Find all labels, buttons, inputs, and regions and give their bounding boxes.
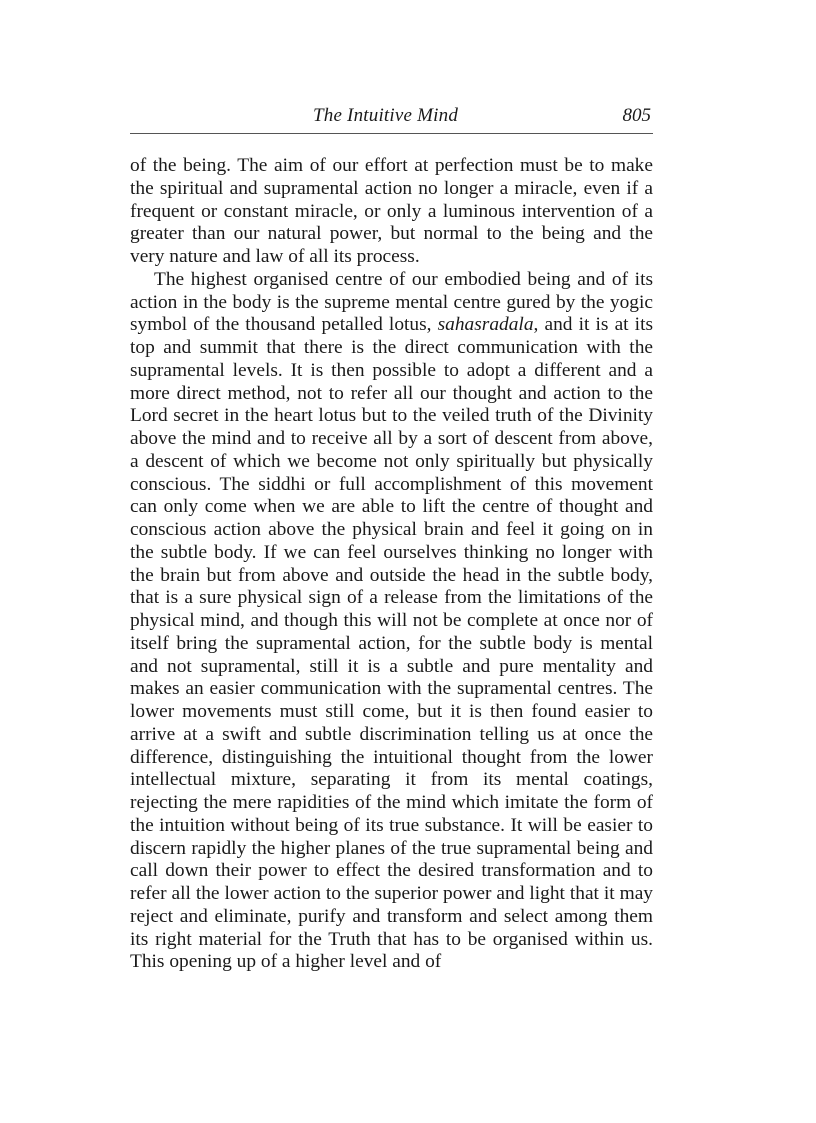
page-number: 805 [622,105,651,126]
sanskrit-term: sahasradala [437,314,534,336]
paragraph-2 [130,269,653,974]
paragraph-2-part-a: The highest organised centre of our embodied being and of its action in the body is the supreme mental centre gured by the yogic symbol of the thousand petalled lotus, [130,268,653,336]
body-text [130,155,653,974]
running-title: The Intuitive Mind [313,105,459,126]
paragraph-2-part-b: , and it is at its top and summit that there is the direct communication with the supramental levels. It is then possible to adopt a different and a more direct method, not to refer all our thought and action to the Lord secret in the heart lotus but to the veiled truth of the Divinity above the mind and to receive all by a sort of descent from above, a descent of which we become not only spiritually but physically conscious. The siddhi or full accomplishment of this movement can only come when we are able to lift the centre of thought and conscious action above the physical brain and feel it going on in the subtle body. If we can feel ourselves thinking no longer with the brain but from above and outside the head in the subtle body, that is a sure physical sign of a release from the limitations of the physical mind, and though this will not be complete at once nor of itself bring the supramental action, for the subtle body is mental and not supramental, still it is a subtle and pure mentality and makes an easier communication with the supramental centres. The lower movements must still come, but it is then found easier to arrive at a swift and subtle discrimination telling us at once the difference, distinguishing the intuitional thought from the lower intellectual mixture, separating it from its mental coatings, rejecting the mere rapidities of the mind which imitate the form of the intuition without being of its true substance. It will be easier to discern rapidly the higher planes of the true supramental being and call down their power to effect the desired transformation and to refer all the lower action to the superior power and light that it may reject and eliminate, purify and transform and select among them its right material for the Truth that has to be organised within us. This opening up of a higher level and of [130,314,654,973]
running-header [130,105,653,134]
paragraph-1: of the being. The aim of our effort at perfection must be to make the spiritual and supramental action no longer a miracle, even if a frequent or constant miracle, or only a luminous intervention of a greater than our natural power, but normal to the being and the very nature and law of all its process. [130,155,653,267]
